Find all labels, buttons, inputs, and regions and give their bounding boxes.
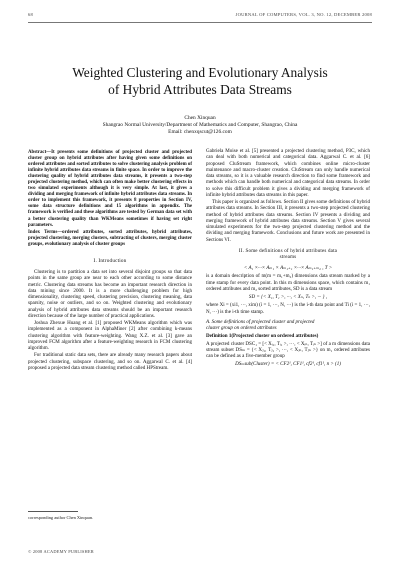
left-column bbox=[28, 150, 192, 372]
intro-paragraph-1: Clustering is to partition a data set into several disjoint groups so that data points in the same group are near to each other according to some distance metric. Clustering data streams has become an important research direction in data mining since 2000. It is a more challenging problem for high dimensionality, clustering speed, clustering precision, clustering meaning, data sparsity, noise or outliers, and so on. Weighted clustering and evolutionary analysis of hybrid attributes data streams should be an important research direction because of the large number of practical applications. bbox=[28, 269, 192, 319]
title-line-1: Weighted Clustering and Evolutionary Analysis bbox=[72, 65, 328, 80]
author-email: Email: chenxqscut@126.com bbox=[168, 129, 232, 135]
abstract: Abstract—It presents some definitions of projected cluster and projected cluster group on hybrid attributes after having given some definitions on ordered attributes and sorted attributes to solve clustering analysis problem of infinite hybrid attributes data streams in finite space. In order to improve the clustering quality of hybrid attributes data streams, it presents a two-step projected clustering method, which can often make better clustering effects in two simulated experiments although it is very simple. At last, it gives a dividing and merging framework of infinite hybrid attributes data streams. In order to implement this framework, it presents 8 properties in Section IV, some data structure definitions and 15 algorithms in appendix. The framework is verified and these algorithms are tested by German data set with a better clustering quality than WKMeans sometimes if having set right parameters. bbox=[28, 150, 192, 228]
section-2-heading-line-1: II. Some definitions of hybrid attributes data bbox=[238, 248, 338, 254]
index-terms: Index Terms—ordered attributes, sorted attributes, hybrid attributes, projected clustering, merging clusters, subtracting of clusters, merging cluster groups, evolutionary analysis of cluster groups bbox=[28, 229, 192, 247]
journal-name: JOURNAL OF COMPUTERS, VOL. 3, NO. 12, DECEMBER 2008 bbox=[235, 12, 372, 17]
intro-paragraph-2: Joshua Zhexue Huang et al. [1] proposed WKMeans algorithm which was implemented as a component in AlphaMiner [2] after combining k-means clustering algorithm with feature-weighting. Wang X.Z. et al. [3] gave an improved FCM algorithm after a feature-weighting research in FCM clustering algorithm. bbox=[28, 320, 192, 351]
stream-formula: SD = {< X₁, T₁ >, ···, < Xₙ, Tₙ >, ··· } , bbox=[248, 294, 328, 301]
definition-1-formula: DSₘsub(Cluster) = < CF2¹, CF1¹, cf2¹, cf1¹, n > (1) bbox=[235, 361, 341, 368]
author-block bbox=[20, 115, 380, 136]
header-rule bbox=[28, 22, 372, 23]
paper-title bbox=[20, 64, 380, 98]
section-2-heading-line-2: streams bbox=[279, 254, 297, 260]
footnote-rule bbox=[28, 511, 78, 512]
definitions-paragraph-2: where Xi = (xi1, ···, xim) (i = 1, ···, N, ···) is the i-th data point and Ti (i = 1, ···, N, ···) is the i-th time stamp. bbox=[206, 302, 370, 315]
right-paragraph-1: Gabriela Moise et al. [5] presented a projected clustering method, P3C, which can deal with both numerical and categorical data. Aggarwal C. et al. [6] proposed CluStream framework, which combines online micro-cluster maintenance and macro-cluster creation. CluStream can only handle numerical data streams, so it is a valuable research direction to find some framework and methods which can handle both numerical and categorical data streams. In order to solve this difficult problem it gives a dividing and merging framework of infinite hybrid attributes data streams in this paper. bbox=[206, 148, 370, 198]
subsection-a-heading bbox=[206, 319, 370, 332]
right-column bbox=[206, 148, 370, 370]
definition-1-heading bbox=[206, 333, 370, 339]
intro-paragraph-3: For traditional static data sets, there are already many research papers about projected clustering, subspace clustering, and so on. Aggarwal C. et al. [4] proposed a projected data stream clustering method called HPStream. bbox=[28, 352, 192, 371]
author-affiliation: Shangrao Normal University/Department of Mathematics and Computer, Shangrao, China bbox=[102, 122, 298, 128]
publisher-footer: © 2008 ACADEMY PUBLISHER bbox=[28, 549, 94, 554]
author-name: Chen Xinquan bbox=[184, 115, 216, 121]
title-line-2: of Hybrid Attributes Data Streams bbox=[108, 82, 292, 97]
definition-1-title: Definition 1(Projected cluster on ordered attributes) bbox=[206, 333, 319, 340]
subsection-a-line-1: A. Some definitions of projected cluster and projected bbox=[206, 318, 315, 325]
page-number: 68 bbox=[28, 12, 33, 17]
running-header bbox=[28, 12, 372, 22]
definitions-paragraph-1: is a domain description of m(m = m₁+m₂) dimensions data stream marked by a time stamp for every data point. In this m dimensions space, which contains m₁ ordered attributes and m₂ sorted attributes, SD is a data stream bbox=[206, 273, 370, 292]
subsection-a-line-2: cluster group on ordered attributes bbox=[206, 325, 277, 332]
section-heading-introduction: I. Introduction bbox=[93, 257, 127, 264]
section-heading-definitions bbox=[206, 249, 370, 261]
footnote: corresponding author Chen Xinquan. bbox=[28, 515, 94, 520]
domain-formula: < A₁ ×···× Aₘ₁ × Aₘ₁₊₁ ×···× Aₘ₁₊ₘ₂ , T > bbox=[243, 265, 333, 272]
definition-1-text: A projected cluster DSC₁ = [< Xᵢ₁, Tᵢ₁ >, ···, < Xᵢₙ, Tᵢₙ >] of a m dimensions data stream subset DSₘ = {< Xⱼ₁, Tⱼ₁ >, ···, < Xⱼₙ, Tⱼₙ >} on m₁ ordered attributes can be defined as a five-member group bbox=[206, 340, 370, 360]
right-paragraph-2: This paper is organized as follows. Section II gives some definitions of hybrid attributes data streams. In Section III, it presents a two-step projected clustering method of hybrid attributes data streams. Section IV presents a dividing and merging framework of hybrid attributes data streams. Section V gives several simulated experiments for the two-step projected clustering method and the dividing and merging framework. Conclusions and future work are presented in Sections VI. bbox=[206, 199, 370, 243]
